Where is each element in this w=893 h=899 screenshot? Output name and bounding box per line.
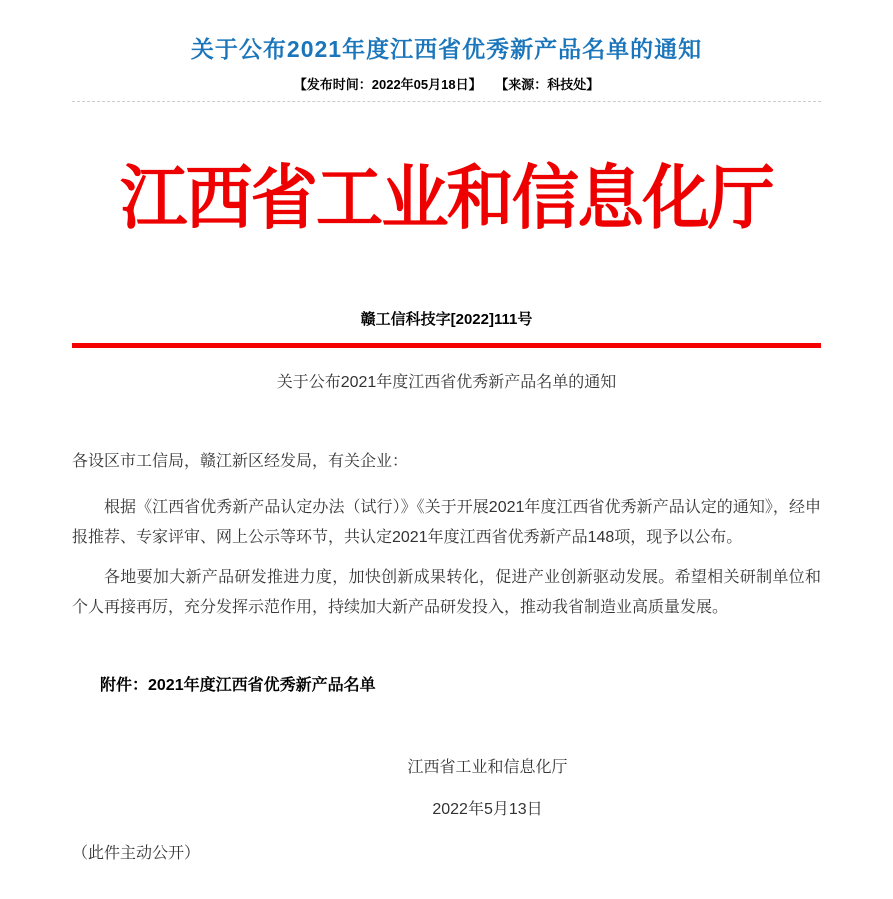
disclosure-note: （此件主动公开） [72,845,201,862]
publish-time-label: 【发布时间：2022年05月18日】 [293,77,482,92]
salutation-line: 各设区市工信局，赣江新区经发局，有关企业： [72,453,409,470]
notice-page [0,34,893,869]
signer-name: 江西省工业和信息化厅 [407,759,568,776]
source-label: 【来源：科技处】 [495,77,600,92]
signature-block [113,753,862,825]
body-paragraph-2: 各地要加大新产品研发推进力度，加快创新成果转化，促进产业创新驱动发展。希望相关研制单位和个人再接再厉，充分发挥示范作用，持续加大新产品研发投入，推动我省制造业高质量发展。 [72,569,821,616]
dashed-separator [72,101,821,102]
document-title: 关于公布2021年度江西省优秀新产品名单的通知 [276,374,617,391]
publish-meta [72,76,821,94]
red-divider [72,343,821,348]
page-title: 关于公布2021年度江西省优秀新产品名单的通知 [190,36,703,62]
agency-letterhead: 江西省工业和信息化厅 [120,161,773,238]
document-number: 赣工信科技字[2022]111号 [360,311,533,328]
sign-date: 2022年5月13日 [432,801,543,818]
body-paragraph-1: 根据《江西省优秀新产品认定办法（试行）》《关于开展2021年度江西省优秀新产品认定的通知》，经申报推荐、专家评审、网上公示等环节，共认定2021年度江西省优秀新产品148项，现予以公布。 [72,499,821,546]
attachment-link[interactable]: 附件：2021年度江西省优秀新产品名单 [100,677,376,694]
